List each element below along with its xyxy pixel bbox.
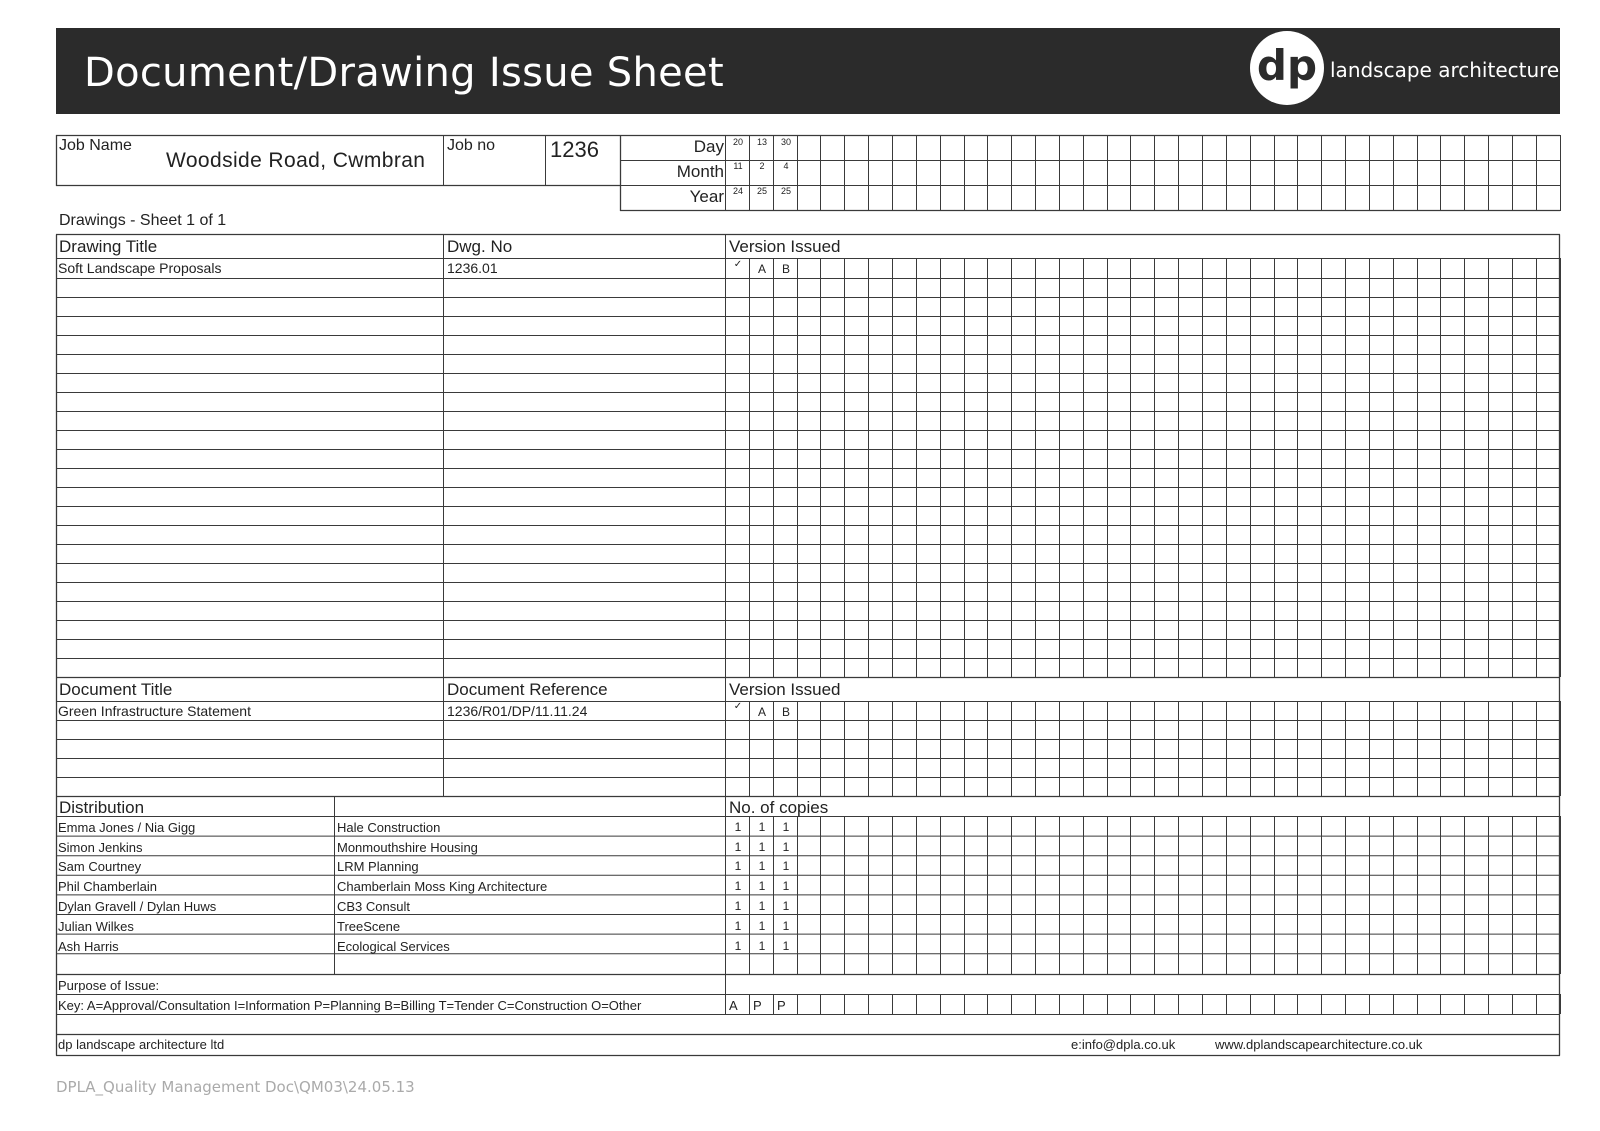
footer-company: dp landscape architecture ltd <box>58 1037 225 1052</box>
day-value: 30 <box>780 137 791 147</box>
document-version: A <box>757 705 766 719</box>
distribution-company: Chamberlain Moss King Architecture <box>337 879 548 894</box>
year-value: 25 <box>780 186 791 196</box>
check-icon: ✓ <box>733 259 743 270</box>
copies-value: 1 <box>758 899 766 913</box>
job-name-label: Job Name <box>59 137 132 154</box>
job-no-label: Job no <box>447 137 496 154</box>
copies-value: 1 <box>782 859 790 873</box>
distribution-company: Monmouthshire Housing <box>337 840 478 855</box>
distribution-name: Emma Jones / Nia Gigg <box>58 820 196 835</box>
distribution-name: Simon Jenkins <box>58 840 143 855</box>
distribution-company: Hale Construction <box>337 820 441 835</box>
purpose-code: P <box>753 998 762 1013</box>
copies-value: 1 <box>782 919 790 933</box>
job-name-value: Woodside Road, Cwmbran <box>166 149 426 172</box>
document-title: Green Infrastructure Statement <box>58 703 251 719</box>
document-version-header: Version Issued <box>729 680 841 699</box>
document-title-header: Document Title <box>59 680 173 699</box>
copies-value: 1 <box>758 820 766 834</box>
document-ref-header: Document Reference <box>447 680 608 699</box>
copies-header: No. of copies <box>729 798 829 817</box>
purpose-code: P <box>777 998 786 1013</box>
copies-value: 1 <box>734 840 742 854</box>
drawing-title: Soft Landscape Proposals <box>58 260 222 276</box>
distribution-name: Phil Chamberlain <box>58 879 157 894</box>
drawing-version: A <box>757 262 766 276</box>
day-value: 13 <box>756 137 767 147</box>
drawing-version: B <box>781 262 790 276</box>
copies-value: 1 <box>782 840 790 854</box>
distribution-company: Ecological Services <box>337 939 450 954</box>
distribution-name: Sam Courtney <box>58 859 142 874</box>
logo-text: landscape architecture <box>1330 58 1560 82</box>
year-label: Year <box>689 187 724 206</box>
footer-email: e:info@dpla.co.uk <box>1071 1037 1176 1052</box>
copies-value: 1 <box>758 859 766 873</box>
year-value: 25 <box>756 186 767 196</box>
copies-value: 1 <box>734 939 742 953</box>
copies-value: 1 <box>758 840 766 854</box>
purpose-label: Purpose of Issue: <box>58 978 160 993</box>
copies-value: 1 <box>758 919 766 933</box>
check-icon: ✓ <box>733 701 743 712</box>
copies-value: 1 <box>758 879 766 893</box>
distribution-name: Ash Harris <box>58 939 119 954</box>
day-label: Day <box>693 137 724 156</box>
purpose-key: Key: A=Approval/Consultation I=Information P=Planning B=Billing T=Tender C=Construction O=Other <box>58 998 642 1013</box>
distribution-company: LRM Planning <box>337 859 419 874</box>
dwg-no-header: Dwg. No <box>447 237 513 256</box>
drawing-title-header: Drawing Title <box>59 237 158 256</box>
drawing-version-header: Version Issued <box>729 237 841 256</box>
distribution-company: TreeScene <box>337 919 401 934</box>
sheet-label: Drawings - Sheet 1 of 1 <box>59 212 227 229</box>
copies-value: 1 <box>734 820 742 834</box>
copies-value: 1 <box>782 899 790 913</box>
copies-value: 1 <box>734 879 742 893</box>
copies-value: 1 <box>782 820 790 834</box>
document-reference: DPLA_Quality Management Doc\QM03\24.05.13 <box>56 1078 415 1096</box>
copies-value: 1 <box>782 939 790 953</box>
document-ref: 1236/R01/DP/11.11.24 <box>447 703 588 719</box>
distribution-name: Dylan Gravell / Dylan Huws <box>58 899 217 914</box>
distribution-header: Distribution <box>59 798 145 817</box>
month-value: 4 <box>783 161 789 171</box>
month-label: Month <box>676 162 724 181</box>
document-version: B <box>781 705 790 719</box>
purpose-code: A <box>729 998 738 1013</box>
page-title: Document/Drawing Issue Sheet <box>84 50 724 96</box>
distribution-name: Julian Wilkes <box>58 919 134 934</box>
day-value: 20 <box>732 137 743 147</box>
copies-value: 1 <box>734 919 742 933</box>
drawing-no: 1236.01 <box>447 260 498 276</box>
job-no-value: 1236 <box>550 137 599 162</box>
month-value: 2 <box>759 161 765 171</box>
distribution-company: CB3 Consult <box>337 899 410 914</box>
year-value: 24 <box>732 186 743 196</box>
copies-value: 1 <box>734 899 742 913</box>
footer-website: www.dplandscapearchitecture.co.uk <box>1215 1037 1423 1052</box>
month-value: 11 <box>733 161 743 171</box>
copies-value: 1 <box>734 859 742 873</box>
copies-value: 1 <box>782 879 790 893</box>
copies-value: 1 <box>758 939 766 953</box>
logo-mark: dp <box>1256 41 1318 90</box>
